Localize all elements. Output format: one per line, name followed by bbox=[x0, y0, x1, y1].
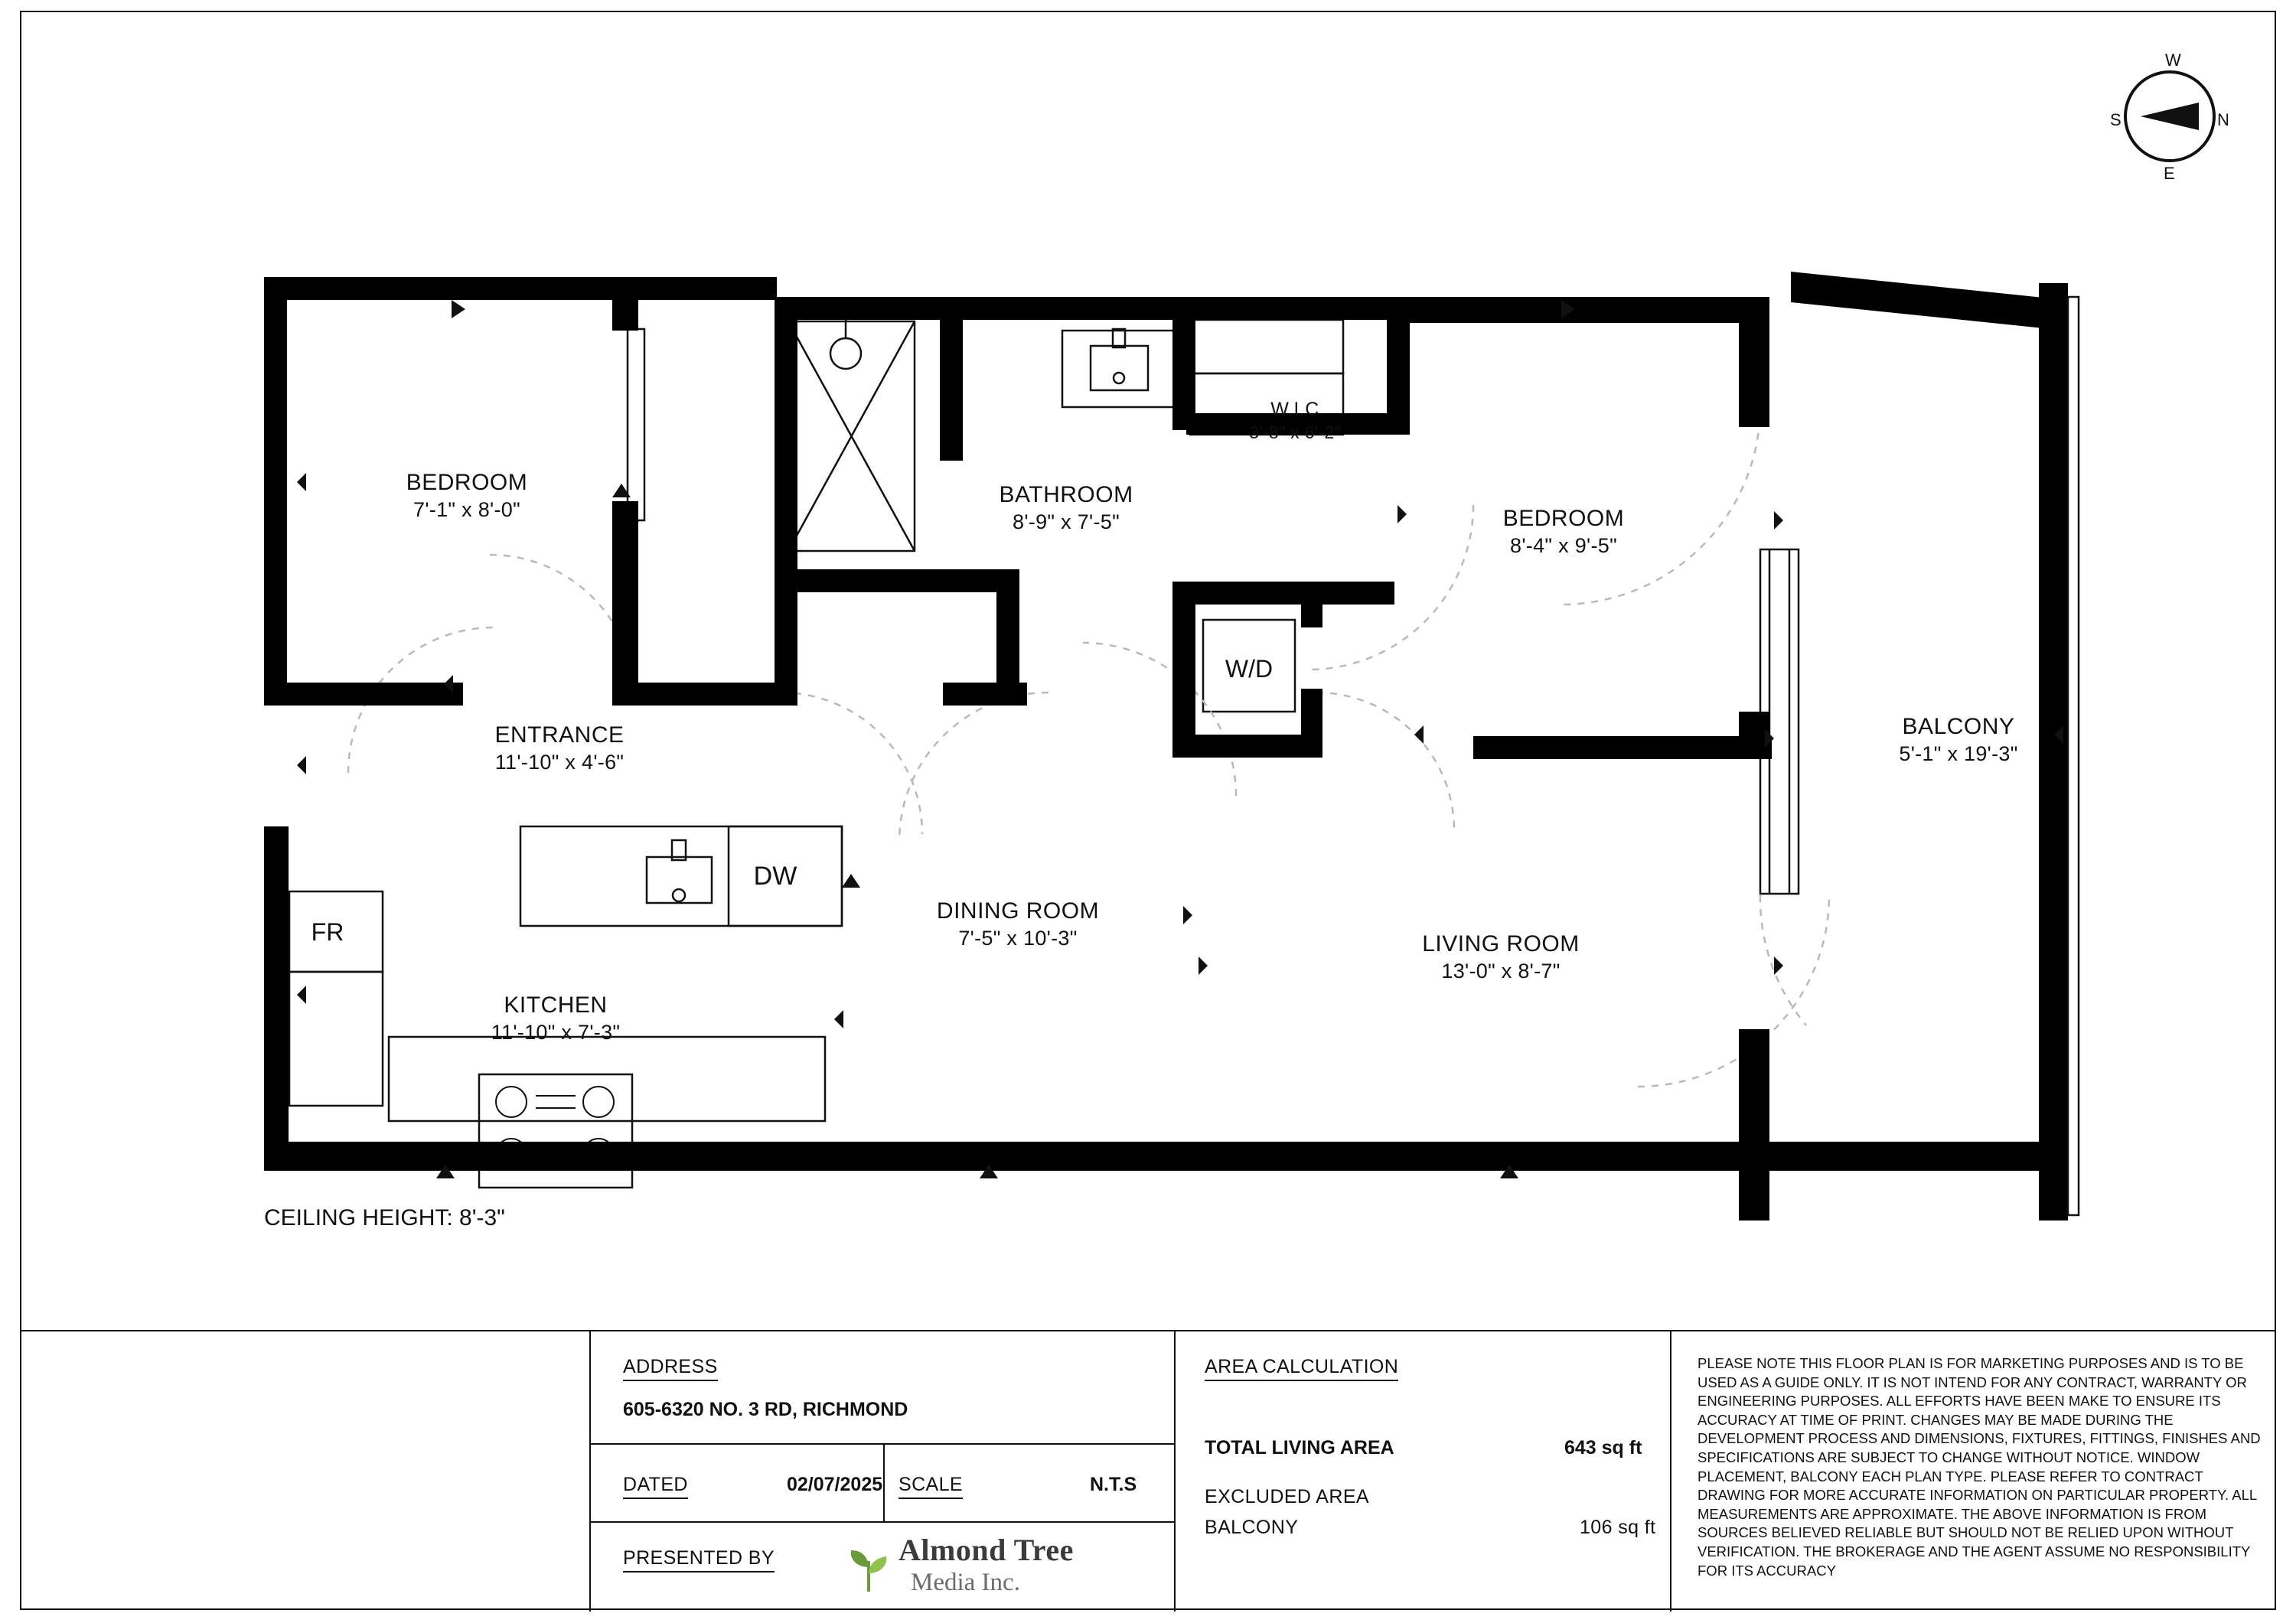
address-row-divider bbox=[589, 1443, 1174, 1445]
ceiling-height-note: CEILING HEIGHT: 8'-3" bbox=[264, 1205, 505, 1230]
title-block-divider-1 bbox=[589, 1331, 591, 1612]
total-living-area-value: 643 sq ft bbox=[1564, 1437, 1642, 1458]
compass-label-bottom: E bbox=[2164, 164, 2175, 183]
room-dimension: 7'-5" x 10'-3" bbox=[958, 926, 1078, 950]
room-dimension: 3'-8" x 6'-2" bbox=[1249, 422, 1341, 443]
area-calculation-label: AREA CALCULATION bbox=[1205, 1356, 1398, 1381]
title-block-divider-2 bbox=[1174, 1331, 1176, 1612]
logo-line-1: Almond Tree bbox=[899, 1533, 1074, 1567]
excluded-area-label: EXCLUDED AREA bbox=[1205, 1486, 1369, 1507]
address-label: ADDRESS bbox=[623, 1356, 718, 1381]
balcony-area-value: 106 sq ft bbox=[1580, 1517, 1656, 1538]
room-name: BEDROOM bbox=[406, 470, 528, 495]
compass-label-right: N bbox=[2217, 110, 2229, 129]
room-dimension: 11'-10" x 7'-3" bbox=[491, 1020, 621, 1044]
compass-label-left: S bbox=[2110, 110, 2122, 129]
room-name: BALCONY bbox=[1902, 714, 2015, 739]
room-dimension: 8'-4" x 9'-5" bbox=[1510, 533, 1617, 557]
room-label-bedroom-1 bbox=[406, 468, 528, 523]
room-name: DINING ROOM bbox=[936, 898, 1100, 924]
scale-value: N.T.S bbox=[1090, 1474, 1137, 1495]
fixture-label-fridge: FR bbox=[311, 918, 344, 946]
scale-label: SCALE bbox=[899, 1474, 963, 1499]
room-dimension: 11'-10" x 4'-6" bbox=[494, 750, 625, 774]
fixture-label-dishwasher: DW bbox=[753, 862, 797, 891]
leaf-sprout-icon bbox=[842, 1533, 895, 1595]
room-dimension: 5'-1" x 19'-3" bbox=[1899, 741, 2018, 765]
room-label-kitchen bbox=[491, 991, 621, 1045]
total-living-area-label: TOTAL LIVING AREA bbox=[1205, 1437, 1394, 1458]
dated-label: DATED bbox=[623, 1474, 688, 1499]
presented-by-label: PRESENTED BY bbox=[623, 1547, 775, 1572]
room-label-bathroom bbox=[999, 481, 1133, 535]
room-name: W.I.C bbox=[1270, 399, 1319, 420]
scale-divider bbox=[883, 1443, 885, 1521]
fixture-label-washer-dryer: W/D bbox=[1225, 655, 1274, 683]
room-label-dining-room bbox=[937, 897, 1099, 951]
room-label-entrance bbox=[494, 721, 624, 775]
room-name: KITCHEN bbox=[504, 992, 608, 1018]
room-dimension: 8'-9" x 7'-5" bbox=[1013, 510, 1120, 533]
room-dimension: 13'-0" x 8'-7" bbox=[1441, 959, 1561, 983]
room-name: BEDROOM bbox=[1502, 506, 1625, 531]
compass-label-top: W bbox=[2165, 51, 2181, 70]
address-value: 605-6320 NO. 3 RD, RICHMOND bbox=[623, 1399, 908, 1420]
room-name: LIVING ROOM bbox=[1422, 931, 1580, 957]
balcony-area-label: BALCONY bbox=[1205, 1517, 1299, 1538]
title-block-divider-3 bbox=[1670, 1331, 1671, 1612]
disclaimer-text: PLEASE NOTE THIS FLOOR PLAN IS FOR MARKETING PURPOSES AND IS TO BE USED AS A GUIDE ONLY. IT IS NOT INTEND FOR ANY CONTRACT, WARRANTY OR ENGINEERING PURPOSES. ALL EFFORTS HAVE BEEN MAKE TO ENSURE ITS ACCURACY AT TIME OF PRINT. CHANGES MAY BE MADE DURING THE DEVELOPMENT PROCESS AND DIMENSIONS, FIXTURES, FITTINGS, FINISHES AND SPECIFICATIONS ARE SUBJECT TO CHANGE WITHOUT NOTICE. WINDOW PLACEMENT, BALCONY EACH PLAN TYPE. PLEASE REFER TO CONTRACT DRAWING FOR MORE ACCURATE INFORMATION ON PARTICULAR PROPERTY. ALL MEASUREMENTS ARE APPROXIMATE. THE ABOVE INFORMATION IS FROM SOURCES BELIEVED RELIABLE BUT SHOULD NOT BE RELIED UPON WITHOUT VERIFICATION. THE BROKERAGE AND THE AGENT ASSUME NO RESPONSIBILITY FOR ITS ACCURACY bbox=[1698, 1355, 2261, 1579]
title-block bbox=[20, 1330, 2276, 1610]
room-name: BATHROOM bbox=[999, 482, 1133, 507]
room-label-bedroom-2 bbox=[1503, 504, 1625, 559]
dated-value: 02/07/2025 bbox=[787, 1474, 883, 1495]
dated-row-divider bbox=[589, 1521, 1174, 1523]
logo-line-2: Media Inc. bbox=[911, 1569, 1020, 1596]
room-label-living-room bbox=[1422, 930, 1580, 984]
room-name: ENTRANCE bbox=[494, 722, 625, 748]
room-dimension: 7'-1" x 8'-0" bbox=[413, 497, 520, 521]
room-label-wic bbox=[1249, 398, 1341, 444]
room-label-balcony bbox=[1899, 712, 2017, 767]
brand-logo bbox=[837, 1532, 1174, 1605]
